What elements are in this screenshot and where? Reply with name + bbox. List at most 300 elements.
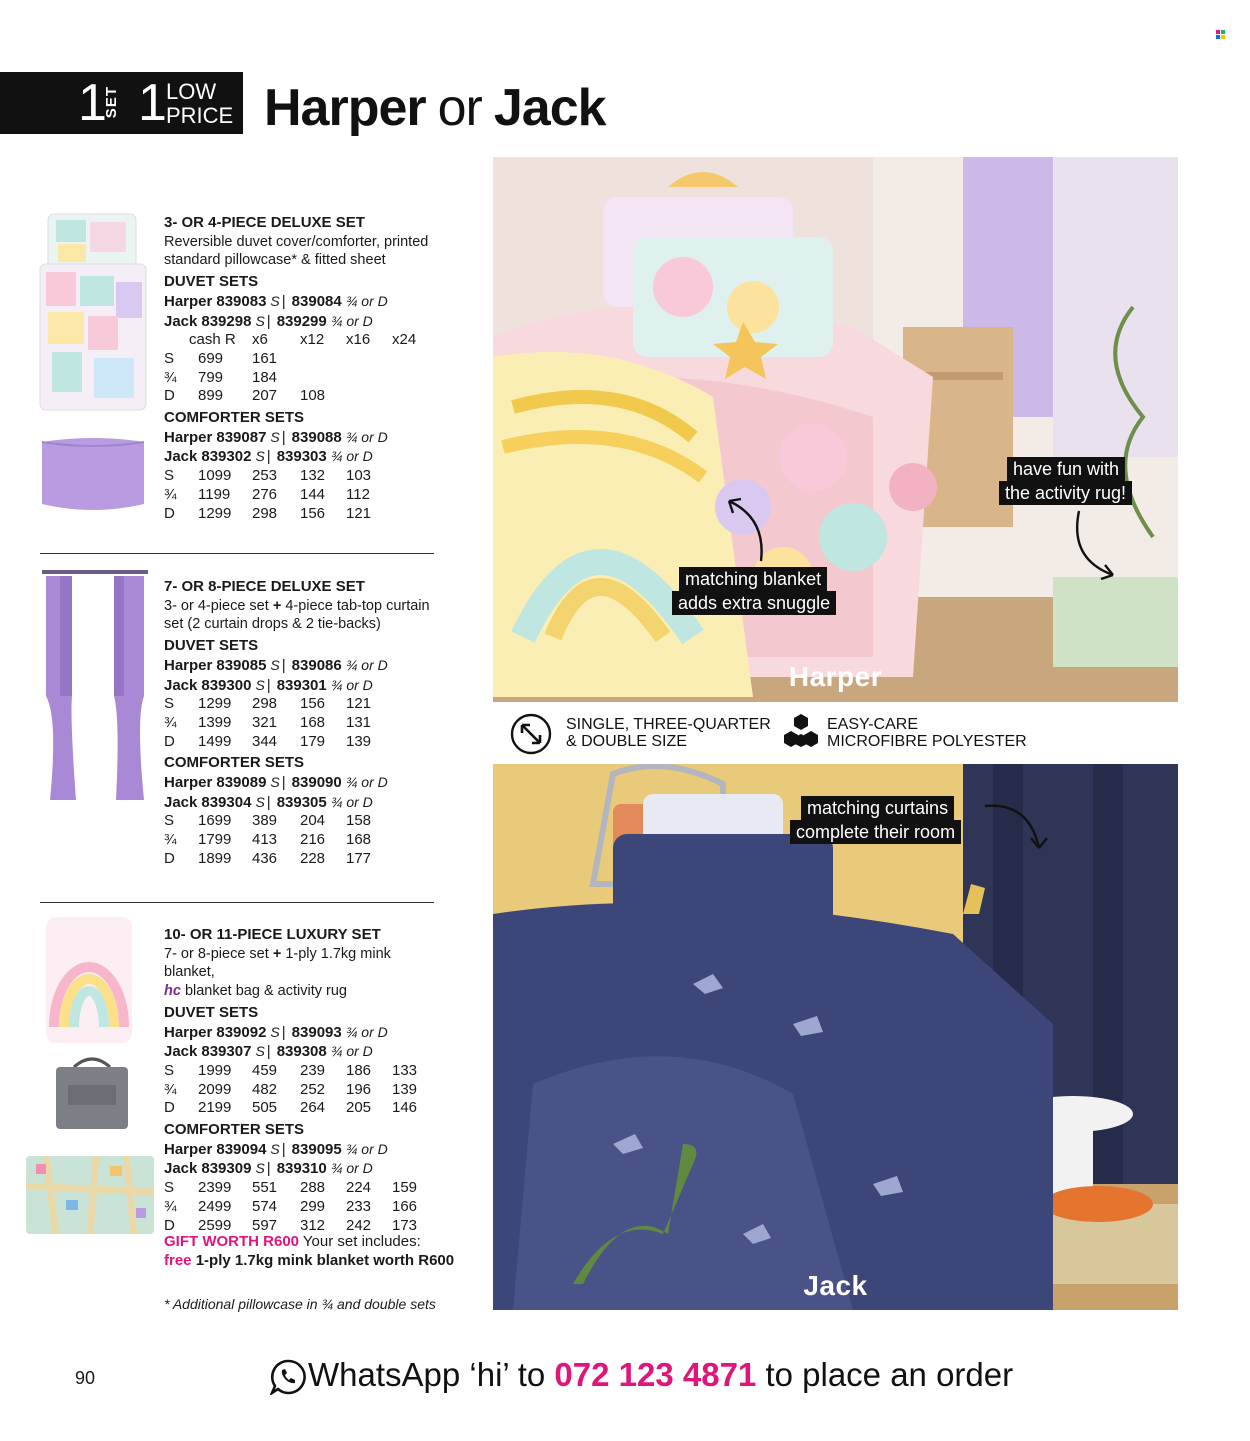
size-cell: D <box>164 1099 175 1117</box>
whatsapp-order-line <box>308 1355 1013 1395</box>
size-label: ¾ or D <box>345 292 388 309</box>
set3-duvet-prices <box>164 1062 434 1118</box>
price-row <box>164 505 434 524</box>
whatsapp-suffix: to place an order <box>765 1356 1014 1393</box>
code-separator: | <box>281 656 286 674</box>
size-cell: D <box>164 1216 175 1234</box>
set3-duvet-label: DUVET SETS <box>164 1003 259 1021</box>
instalment-cell: 298 <box>252 504 278 522</box>
curved-arrow-icon <box>1069 509 1119 581</box>
set3-comforter-codes <box>164 1140 434 1179</box>
product-code-line <box>164 428 434 448</box>
set1-comforter-label: COMFORTER SETS <box>164 409 305 427</box>
set2-title: 7- OR 8-PIECE DELUXE SET <box>164 578 365 595</box>
rug-callout-line2: the activity rug! <box>999 481 1132 505</box>
instalment-cell <box>392 831 432 850</box>
set3-comforter-prices <box>164 1179 434 1235</box>
product-code: 839090 <box>291 774 342 792</box>
harper-scene <box>493 157 1178 702</box>
badge-low-price <box>166 80 233 128</box>
product-code: 839307 <box>201 1043 252 1061</box>
care-feature-line2: MICROFIBRE POLYESTER <box>827 733 1027 750</box>
instalment-cell: 168 <box>300 713 326 731</box>
product-code: 839298 <box>201 312 252 330</box>
size-label: S <box>270 656 280 673</box>
fitted-sheet-image <box>38 434 148 516</box>
jack-scene <box>493 764 1178 1310</box>
instalment-cell: 139 <box>346 732 372 750</box>
blanket-callout-line2: adds extra snuggle <box>672 591 836 615</box>
page-number: 90 <box>75 1368 96 1388</box>
instalment-cell: 205 <box>346 1099 372 1117</box>
product-code: 839095 <box>291 1140 342 1158</box>
plus-sign: + <box>272 945 282 962</box>
instalment-cell <box>392 369 432 388</box>
cash-price-cell: 899 <box>198 387 224 405</box>
cash-price-cell: 799 <box>198 368 224 386</box>
gift-free: free <box>164 1252 192 1269</box>
instalment-cell: 207 <box>252 387 278 405</box>
rug-callout-line1: have fun with <box>1007 457 1125 481</box>
cash-header: cash R <box>189 331 236 349</box>
instalment-cell: 158 <box>346 812 372 830</box>
price-row <box>164 695 434 714</box>
instalment-cell <box>392 812 432 831</box>
instalment-cell <box>346 387 392 406</box>
set3-desc-a: 7- or 8-piece set <box>164 945 269 962</box>
cash-price-cell: 2599 <box>198 1216 232 1234</box>
cash-price-cell: 1299 <box>198 695 232 713</box>
hc-brand-logo: hc <box>164 983 181 1000</box>
product-name: Jack <box>164 676 198 694</box>
badge-set-text: SET <box>103 86 120 119</box>
size-label: S <box>270 774 280 791</box>
product-code: 839299 <box>276 312 327 330</box>
price-row <box>164 369 434 388</box>
blanket-callout-line1: matching blanket <box>679 567 827 591</box>
code-separator: | <box>281 1140 286 1158</box>
set2-info <box>164 578 434 869</box>
jack-bedroom-photo <box>493 764 1178 1310</box>
instalment-cell: 133 <box>392 1061 418 1079</box>
x6-header: x6 <box>252 331 268 349</box>
instalment-cell: 166 <box>392 1197 418 1215</box>
instalment-cell: 344 <box>252 732 278 750</box>
size-cell: ¾ <box>164 485 177 503</box>
product-name: Harper <box>164 292 213 310</box>
price-row <box>164 467 434 486</box>
curtains-callout-line1: matching curtains <box>801 796 954 820</box>
curved-arrow-icon <box>983 802 1053 854</box>
product-name: Harper <box>164 774 213 792</box>
instalment-cell: 173 <box>392 1216 418 1234</box>
code-separator: | <box>281 428 286 446</box>
product-code: 839301 <box>276 676 327 694</box>
set3-comforter-label: COMFORTER SETS <box>164 1121 305 1139</box>
size-cell: ¾ <box>164 1197 177 1215</box>
size-label: ¾ or D <box>345 656 388 673</box>
instalment-cell: 551 <box>252 1179 278 1197</box>
instalment-cell: 159 <box>392 1179 418 1197</box>
product-code-line <box>164 447 434 467</box>
product-code: 839300 <box>201 676 252 694</box>
size-label: ¾ or D <box>330 676 373 693</box>
curtain-set-image <box>40 568 150 800</box>
instalment-cell: 413 <box>252 831 278 849</box>
price-row <box>164 1099 434 1118</box>
instalment-cell: 216 <box>300 831 326 849</box>
cash-price-cell: 1799 <box>198 831 232 849</box>
set2-comforter-prices <box>164 812 434 868</box>
price-row <box>164 812 434 831</box>
product-code: 839086 <box>291 656 342 674</box>
instalment-cell: 264 <box>300 1099 326 1117</box>
instalment-cell <box>392 350 432 369</box>
cash-price-cell: 699 <box>198 349 224 367</box>
product-code-line <box>164 312 434 332</box>
size-cell: D <box>164 849 175 867</box>
cash-price-cell: 1499 <box>198 732 232 750</box>
set3-duvet-codes <box>164 1023 434 1062</box>
instalment-cell: 597 <box>252 1216 278 1234</box>
instalment-cell <box>392 387 432 406</box>
product-name: Jack <box>164 1160 198 1178</box>
product-name: Jack <box>164 793 198 811</box>
instalment-cell: 156 <box>300 695 326 713</box>
instalment-cell: 131 <box>346 713 372 731</box>
size-cell: ¾ <box>164 368 177 386</box>
product-name: Harper <box>164 1140 213 1158</box>
care-feature-line1: EASY-CARE <box>827 716 918 733</box>
instalment-cell <box>300 369 346 388</box>
set3-desc-b: 1-ply 1.7kg mink blanket, <box>164 945 391 981</box>
whatsapp-number[interactable]: 072 123 4871 <box>554 1356 757 1393</box>
size-label: S <box>255 448 265 465</box>
payment-header <box>164 331 434 350</box>
size-cell: D <box>164 387 175 405</box>
instalment-cell <box>392 467 432 486</box>
size-cell: S <box>164 812 175 830</box>
instalment-cell: 224 <box>346 1179 372 1197</box>
product-code: 839303 <box>276 448 327 466</box>
price-row <box>164 1198 434 1217</box>
code-separator: | <box>281 1023 286 1041</box>
jack-label: Jack <box>803 1270 868 1301</box>
instalment-cell: 144 <box>300 485 326 503</box>
divider <box>40 553 434 554</box>
cash-price-cell: 1299 <box>198 504 232 522</box>
product-name: Jack <box>164 448 198 466</box>
instalment-cell <box>346 350 392 369</box>
set1-comforter-codes <box>164 428 434 467</box>
title-jack: Jack <box>493 79 606 137</box>
product-name: Harper <box>164 656 213 674</box>
product-code: 839083 <box>216 292 267 310</box>
instalment-cell <box>346 369 392 388</box>
cash-price-cell: 1899 <box>198 849 232 867</box>
size-label: S <box>270 1023 280 1040</box>
code-separator: | <box>266 793 271 811</box>
whatsapp-prefix: WhatsApp ‘hi’ to <box>308 1356 546 1393</box>
cash-price-cell: 1199 <box>198 485 231 503</box>
badge-price: PRICE <box>166 103 234 128</box>
x16-header: x16 <box>346 331 371 349</box>
product-code: 839092 <box>216 1023 267 1041</box>
product-code: 839093 <box>291 1023 342 1041</box>
price-row <box>164 1081 434 1100</box>
title-or: or <box>437 79 482 137</box>
instalment-cell <box>392 695 432 714</box>
product-name: Harper <box>164 428 213 446</box>
size-cell: D <box>164 732 175 750</box>
set1-duvet-prices <box>164 350 434 406</box>
harper-bedroom-photo <box>493 157 1178 702</box>
price-row <box>164 831 434 850</box>
instalment-cell: 321 <box>252 713 278 731</box>
size-cell: S <box>164 1061 175 1079</box>
instalment-cell <box>392 714 432 733</box>
blanket-bag-image <box>52 1055 132 1131</box>
title-harper: Harper <box>264 79 426 137</box>
set2-comforter-label: COMFORTER SETS <box>164 754 305 772</box>
size-label: S <box>255 793 265 810</box>
curved-arrow-icon <box>721 493 771 563</box>
instalment-cell <box>392 486 432 505</box>
size-cell: S <box>164 1179 175 1197</box>
instalment-cell: 186 <box>346 1061 372 1079</box>
size-cell: ¾ <box>164 831 177 849</box>
size-cell: S <box>164 467 175 485</box>
product-code: 839302 <box>201 448 252 466</box>
instalment-cell: 112 <box>346 485 370 503</box>
price-row <box>164 714 434 733</box>
instalment-cell: 436 <box>252 849 278 867</box>
product-code: 839087 <box>216 428 267 446</box>
size-label: S <box>255 1160 265 1177</box>
size-feature <box>566 716 771 750</box>
instalment-cell <box>392 850 432 869</box>
x12-header: x12 <box>300 331 325 349</box>
instalment-cell: 288 <box>300 1179 326 1197</box>
product-code: 839308 <box>276 1043 327 1061</box>
instalment-cell: 276 <box>252 485 278 503</box>
instalment-cell: 574 <box>252 1197 278 1215</box>
instalment-cell <box>300 350 346 369</box>
product-name: Jack <box>164 1043 198 1061</box>
product-code-line <box>164 1042 434 1062</box>
instalment-cell: 459 <box>252 1061 278 1079</box>
size-cell: ¾ <box>164 713 177 731</box>
price-row <box>164 733 434 752</box>
instalment-cell: 204 <box>300 812 326 830</box>
instalment-cell: 239 <box>300 1061 326 1079</box>
size-label: S <box>270 1140 280 1157</box>
size-label: S <box>255 676 265 693</box>
cash-price-cell: 2499 <box>198 1197 232 1215</box>
plus-sign: + <box>272 597 282 614</box>
product-code: 839310 <box>276 1160 327 1178</box>
instalment-cell: 233 <box>346 1197 372 1215</box>
price-row <box>164 350 434 369</box>
cash-price-cell: 1999 <box>198 1061 232 1079</box>
product-code: 839088 <box>291 428 342 446</box>
instalment-cell: 312 <box>300 1216 326 1234</box>
code-separator: | <box>266 1160 271 1178</box>
gift-offer <box>164 1232 454 1270</box>
price-row <box>164 1062 434 1081</box>
set2-description <box>164 597 434 634</box>
set1-title: 3- OR 4-PIECE DELUXE SET <box>164 214 365 231</box>
instalment-cell: 108 <box>300 387 326 405</box>
cash-price-cell: 1399 <box>198 713 232 731</box>
instalment-cell: 168 <box>346 831 372 849</box>
size-label: ¾ or D <box>330 448 373 465</box>
gift-includes: Your set includes: <box>302 1233 421 1250</box>
instalment-cell: 139 <box>392 1080 418 1098</box>
activity-rug-image <box>26 1156 154 1234</box>
product-code-line <box>164 1159 434 1179</box>
instalment-cell: 228 <box>300 849 326 867</box>
cash-price-cell: 2099 <box>198 1080 232 1098</box>
size-label: S <box>255 312 265 329</box>
size-label: S <box>270 292 280 309</box>
care-feature <box>827 716 1027 750</box>
price-row <box>164 387 434 406</box>
divider <box>40 902 434 903</box>
instalment-cell: 121 <box>346 504 372 522</box>
size-label: S <box>255 1043 265 1060</box>
code-separator: | <box>266 1043 271 1061</box>
size-label: ¾ or D <box>330 1043 373 1060</box>
page-title <box>264 78 606 138</box>
set2-duvet-prices <box>164 695 434 751</box>
code-separator: | <box>266 676 271 694</box>
product-code-line <box>164 773 434 793</box>
code-separator: | <box>266 448 271 466</box>
instalment-cell: 146 <box>392 1099 418 1117</box>
code-separator: | <box>266 312 271 330</box>
instalment-cell: 184 <box>252 368 278 386</box>
x24-header: x24 <box>392 331 417 349</box>
cash-price-cell: 2399 <box>198 1179 232 1197</box>
one-set-one-low-price-badge <box>0 72 243 134</box>
product-code-line <box>164 656 434 676</box>
instalment-cell: 161 <box>252 349 278 367</box>
instalment-cell: 389 <box>252 812 278 830</box>
microfibre-honeycomb-icon <box>782 713 820 751</box>
instalment-cell: 196 <box>346 1080 372 1098</box>
size-label: ¾ or D <box>345 428 388 445</box>
set1-duvet-codes <box>164 292 434 331</box>
duvet-set-image <box>38 212 148 412</box>
cash-price-cell: 1099 <box>198 467 232 485</box>
size-feature-line1: SINGLE, THREE-QUARTER <box>566 716 771 733</box>
product-code-line <box>164 676 434 696</box>
size-cell: D <box>164 504 175 522</box>
price-row <box>164 1179 434 1198</box>
gift-item: 1-ply 1.7kg mink blanket worth R600 <box>195 1252 455 1269</box>
instalment-cell: 298 <box>252 695 278 713</box>
set2-comforter-codes <box>164 773 434 812</box>
resize-arrows-icon <box>510 713 552 755</box>
instalment-cell: 103 <box>346 467 372 485</box>
product-code-line <box>164 1140 434 1160</box>
size-cell: S <box>164 349 175 367</box>
size-label: ¾ or D <box>330 793 373 810</box>
instalment-cell: 132 <box>300 467 326 485</box>
product-code-line <box>164 292 434 312</box>
product-name: Harper <box>164 1023 213 1041</box>
product-code: 839305 <box>276 793 327 811</box>
product-code: 839304 <box>201 793 252 811</box>
code-separator: | <box>281 292 286 310</box>
cash-price-cell: 2199 <box>198 1099 232 1117</box>
size-label: ¾ or D <box>345 1023 388 1040</box>
product-code-line <box>164 793 434 813</box>
product-code: 839085 <box>216 656 267 674</box>
set2-desc-b: 4-piece tab-top curtain set (2 curtain drops & 2 tie-backs) <box>164 597 430 633</box>
cash-price-cell: 1699 <box>198 812 232 830</box>
set3-description <box>164 945 434 1001</box>
set3-info <box>164 926 434 1235</box>
instalment-cell: 242 <box>346 1216 372 1234</box>
product-code: 839094 <box>216 1140 267 1158</box>
mink-blanket-image <box>46 917 132 1043</box>
gift-label: GIFT WORTH R600 <box>164 1233 300 1250</box>
size-cell: ¾ <box>164 1080 177 1098</box>
size-label: ¾ or D <box>345 774 388 791</box>
instalment-cell: 253 <box>252 467 278 485</box>
badge-number-two: 1 <box>138 74 167 132</box>
product-code-line <box>164 1023 434 1043</box>
size-label: S <box>270 428 280 445</box>
badge-number-one: 1 <box>78 74 107 132</box>
badge-low: LOW <box>166 79 217 104</box>
instalment-cell: 252 <box>300 1080 326 1098</box>
product-code: 839084 <box>291 292 342 310</box>
product-code: 839089 <box>216 774 267 792</box>
corner-mark-icon <box>1216 30 1228 40</box>
set2-duvet-codes <box>164 656 434 695</box>
instalment-cell: 179 <box>300 732 326 750</box>
code-separator: | <box>281 774 286 792</box>
instalment-cell: 121 <box>346 695 372 713</box>
set3-desc-c: blanket bag & activity rug <box>184 983 347 1000</box>
set2-desc-a: 3- or 4-piece set <box>164 597 269 614</box>
size-label: ¾ or D <box>345 1140 388 1157</box>
instalment-cell: 299 <box>300 1197 326 1215</box>
instalment-cell: 156 <box>300 504 326 522</box>
set1-description: Reversible duvet cover/comforter, printed standard pillowcase* & fitted sheet <box>164 233 429 269</box>
size-cell: S <box>164 695 175 713</box>
set1-comforter-prices <box>164 467 434 523</box>
size-label: ¾ or D <box>330 1160 373 1177</box>
instalment-cell: 505 <box>252 1099 278 1117</box>
curtains-callout-line2: complete their room <box>790 820 961 844</box>
instalment-cell <box>392 733 432 752</box>
set3-title: 10- OR 11-PIECE LUXURY SET <box>164 926 381 943</box>
instalment-cell: 482 <box>252 1080 278 1098</box>
footnote: * Additional pillowcase in ¾ and double sets <box>164 1296 436 1312</box>
product-code: 839309 <box>201 1160 252 1178</box>
instalment-cell: 177 <box>346 849 372 867</box>
size-feature-line2: & DOUBLE SIZE <box>566 733 687 750</box>
set1-duvet-label: DUVET SETS <box>164 273 259 291</box>
set1-info <box>164 214 434 523</box>
size-label: ¾ or D <box>330 312 373 329</box>
harper-label: Harper <box>788 661 883 692</box>
price-row <box>164 850 434 869</box>
